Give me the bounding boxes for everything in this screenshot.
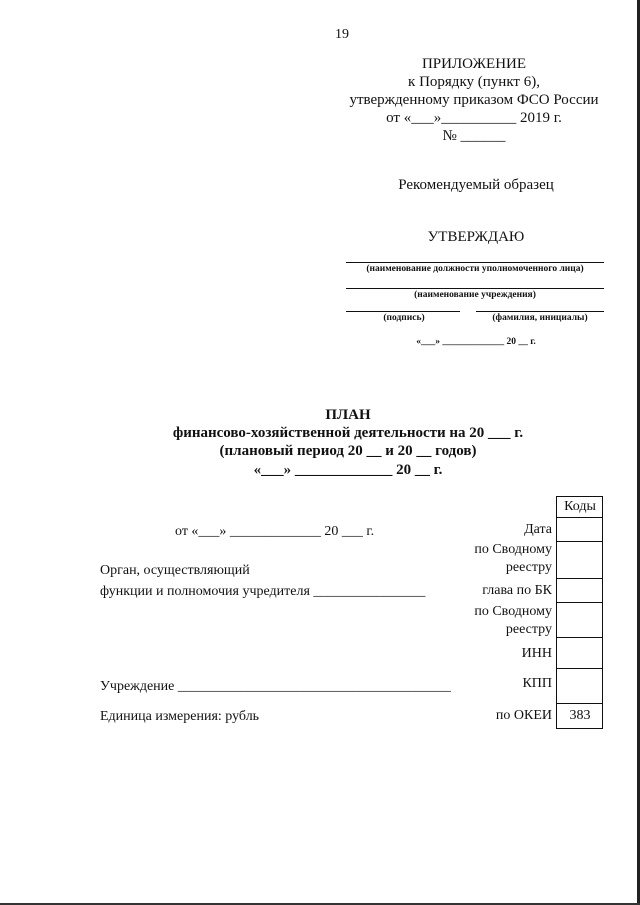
institution-field: Учреждение _______________________________________ — [100, 679, 451, 694]
appendix-line4: № ______ — [442, 128, 506, 144]
plan-title: ПЛАН — [325, 407, 371, 423]
organ-line2: функции и полномочия учредителя ________________ — [100, 584, 426, 599]
code-label-date: Дата — [524, 522, 552, 537]
code-label-registry2-b: реестру — [505, 622, 552, 637]
code-label-inn: ИНН — [521, 646, 552, 661]
institution-line — [346, 288, 604, 289]
signature-line — [346, 311, 460, 312]
code-label-registry1-b: реестру — [505, 560, 552, 575]
recommended-sample: Рекомендуемый образец — [398, 177, 554, 193]
position-line — [346, 262, 604, 263]
code-cell-date[interactable] — [556, 517, 603, 542]
approve-title: УТВЕРЖДАЮ — [427, 229, 525, 245]
unit-field: Единица измерения: рубль — [100, 709, 260, 724]
code-cell-registry2[interactable] — [556, 602, 603, 638]
code-cell-inn[interactable] — [556, 637, 603, 669]
code-label-bk: глава по БК — [482, 583, 552, 598]
institution-caption: (наименование учреждения) — [414, 290, 536, 300]
plan-line1: финансово-хозяйственной деятельности на 20 ___ г. — [172, 425, 524, 441]
form-date: от «___» _____________ 20 ___ г. — [175, 524, 375, 539]
plan-line3: «___» _____________ 20 __ г. — [253, 462, 443, 478]
code-cell-kpp[interactable] — [556, 668, 603, 704]
appendix-line1: к Порядку (пункт 6), — [408, 74, 540, 90]
organ-line1: Орган, осуществляющий — [100, 563, 250, 578]
code-label-okei: по ОКЕИ — [495, 708, 552, 723]
page-number: 19 — [335, 27, 349, 42]
code-label-kpp: КПП — [522, 676, 552, 691]
codes-header-cell — [556, 496, 603, 518]
appendix-line3: от «___»__________ 2019 г. — [386, 110, 562, 126]
plan-line2: (плановый период 20 __ и 20 __ годов) — [219, 443, 477, 459]
appendix-line2: утвержденному приказом ФСО России — [349, 92, 599, 108]
name-line — [476, 311, 604, 312]
signature-caption: (подпись) — [383, 313, 425, 323]
approve-date: «___» _____________ 20 __ г. — [416, 337, 536, 347]
position-caption: (наименование должности уполномоченного лица) — [366, 264, 584, 274]
code-cell-bk[interactable] — [556, 578, 603, 603]
code-label-registry1-a: по Сводному — [474, 542, 552, 557]
appendix-title: ПРИЛОЖЕНИЕ — [421, 56, 527, 72]
codes-header: Коды — [564, 499, 596, 514]
name-caption: (фамилия, инициалы) — [492, 313, 588, 323]
code-value-okei: 383 — [569, 708, 591, 723]
code-label-registry2-a: по Сводному — [474, 604, 552, 619]
code-cell-okei[interactable] — [556, 703, 603, 729]
code-cell-registry1[interactable] — [556, 541, 603, 579]
